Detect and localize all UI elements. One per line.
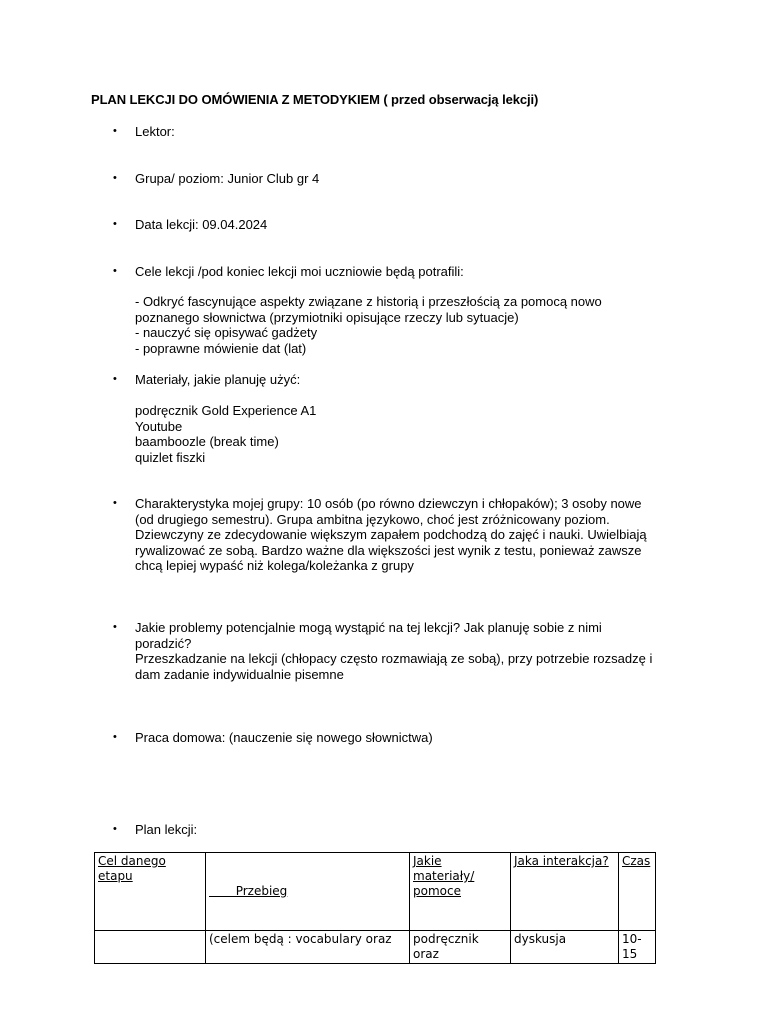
bullet-icon: •: [113, 731, 117, 743]
table-row: [95, 931, 656, 964]
text-line: - poprawne mówienie dat (lat): [135, 340, 307, 356]
list-item-praca-domowa: Praca domowa: (nauczenie się nowego słownictwa): [135, 730, 433, 745]
header-interakcja: [511, 853, 619, 931]
text-line: Charakterystyka mojej grupy: 10 osób (po równo dziewczyn i chłopaków); 3 osoby nowe: [135, 496, 642, 511]
bullet-icon: •: [113, 218, 117, 230]
header-text: materiały/: [413, 869, 475, 883]
header-przebieg: [206, 853, 410, 931]
header-text: Jakie: [413, 854, 442, 868]
lesson-plan-table: [94, 852, 656, 964]
text-line: Przeszkadzanie na lekcji (chłopacy często rozmawiają ze sobą), przy potrzebie rozsadzę i: [135, 651, 653, 666]
text-line: podręcznik Gold Experience A1: [135, 403, 317, 418]
text-line: dam zadanie indywidualnie pisemne: [135, 666, 344, 682]
bullet-icon: •: [113, 265, 117, 277]
list-item-problemy: [135, 620, 652, 682]
header-text: Cel danego: [98, 854, 166, 868]
text-line: Jakie problemy potencjalnie mogą wystąpić na tej lekcji? Jak planuję sobie z nimi: [135, 620, 602, 635]
list-item-materialy: Materiały, jakie planuję użyć:: [135, 372, 301, 387]
list-item-charakterystyka: [135, 496, 647, 574]
list-item-grupa: Grupa/ poziom: Junior Club gr 4: [135, 171, 320, 186]
list-item-plan: Plan lekcji:: [135, 822, 198, 837]
table-cell: [95, 931, 206, 964]
text-line: - Odkryć fascynujące aspekty związane z historią i przeszłością za pomocą nowo: [135, 294, 602, 309]
page-title: PLAN LEKCJI DO OMÓWIENIA Z METODYKIEM ( przed obserwacją lekcji): [91, 92, 539, 107]
list-item-lektor: Lektor:: [135, 124, 175, 139]
header-cel: [95, 853, 206, 931]
header-text: Czas: [622, 854, 651, 868]
bullet-icon: •: [113, 373, 117, 385]
text-line: poznanego słownictwa (przymiotniki opisujące rzeczy lub sytuacje): [135, 309, 519, 325]
text-line: baamboozle (break time): [135, 434, 279, 449]
bullet-icon: •: [113, 172, 117, 184]
bullet-icon: •: [113, 497, 117, 509]
text-line: quizlet fiszki: [135, 449, 206, 465]
header-czas: [619, 853, 656, 931]
list-item-data: Data lekcji: 09.04.2024: [135, 217, 268, 232]
header-text: etapu: [98, 869, 133, 883]
cele-details: [135, 294, 602, 356]
bullet-icon: •: [113, 823, 117, 835]
materialy-details: [135, 403, 316, 465]
header-text: pomoce: [413, 884, 461, 898]
header-text: Przebieg: [209, 884, 288, 898]
table-header-row: [95, 853, 656, 931]
text-line: rywalizować ze sobą. Bardzo ważne dla większości jest wynik z testu, ponieważ zawsze: [135, 542, 642, 558]
bullet-icon: •: [113, 621, 117, 633]
text-line: poradzić?: [135, 635, 192, 651]
text-line: Youtube: [135, 418, 183, 434]
bullet-icon: •: [113, 125, 117, 137]
header-text: Jaka interakcja?: [514, 854, 609, 868]
text-line: chcą lepiej wypaść niż kolega/koleżanka z grupy: [135, 558, 414, 573]
text-line: - nauczyć się opisywać gadżety: [135, 325, 318, 340]
header-materialy: [410, 853, 511, 931]
table-cell: 10-15: [619, 931, 656, 964]
table-cell: dyskusja: [511, 931, 619, 964]
text-line: (od drugiego semestru). Grupa ambitna językowo, choć jest zróżnicowany poziom.: [135, 511, 610, 527]
text-line: Dziewczyny ze zdecydowanie większym zapałem podchodzą do zajęć i nauki. Uwielbiają: [135, 527, 647, 542]
table-cell: (celem będą : vocabulary oraz: [206, 931, 410, 964]
table-cell: podręcznik oraz: [410, 931, 511, 964]
list-item-cele: Cele lekcji /pod koniec lekcji moi uczniowie będą potrafili:: [135, 264, 464, 279]
